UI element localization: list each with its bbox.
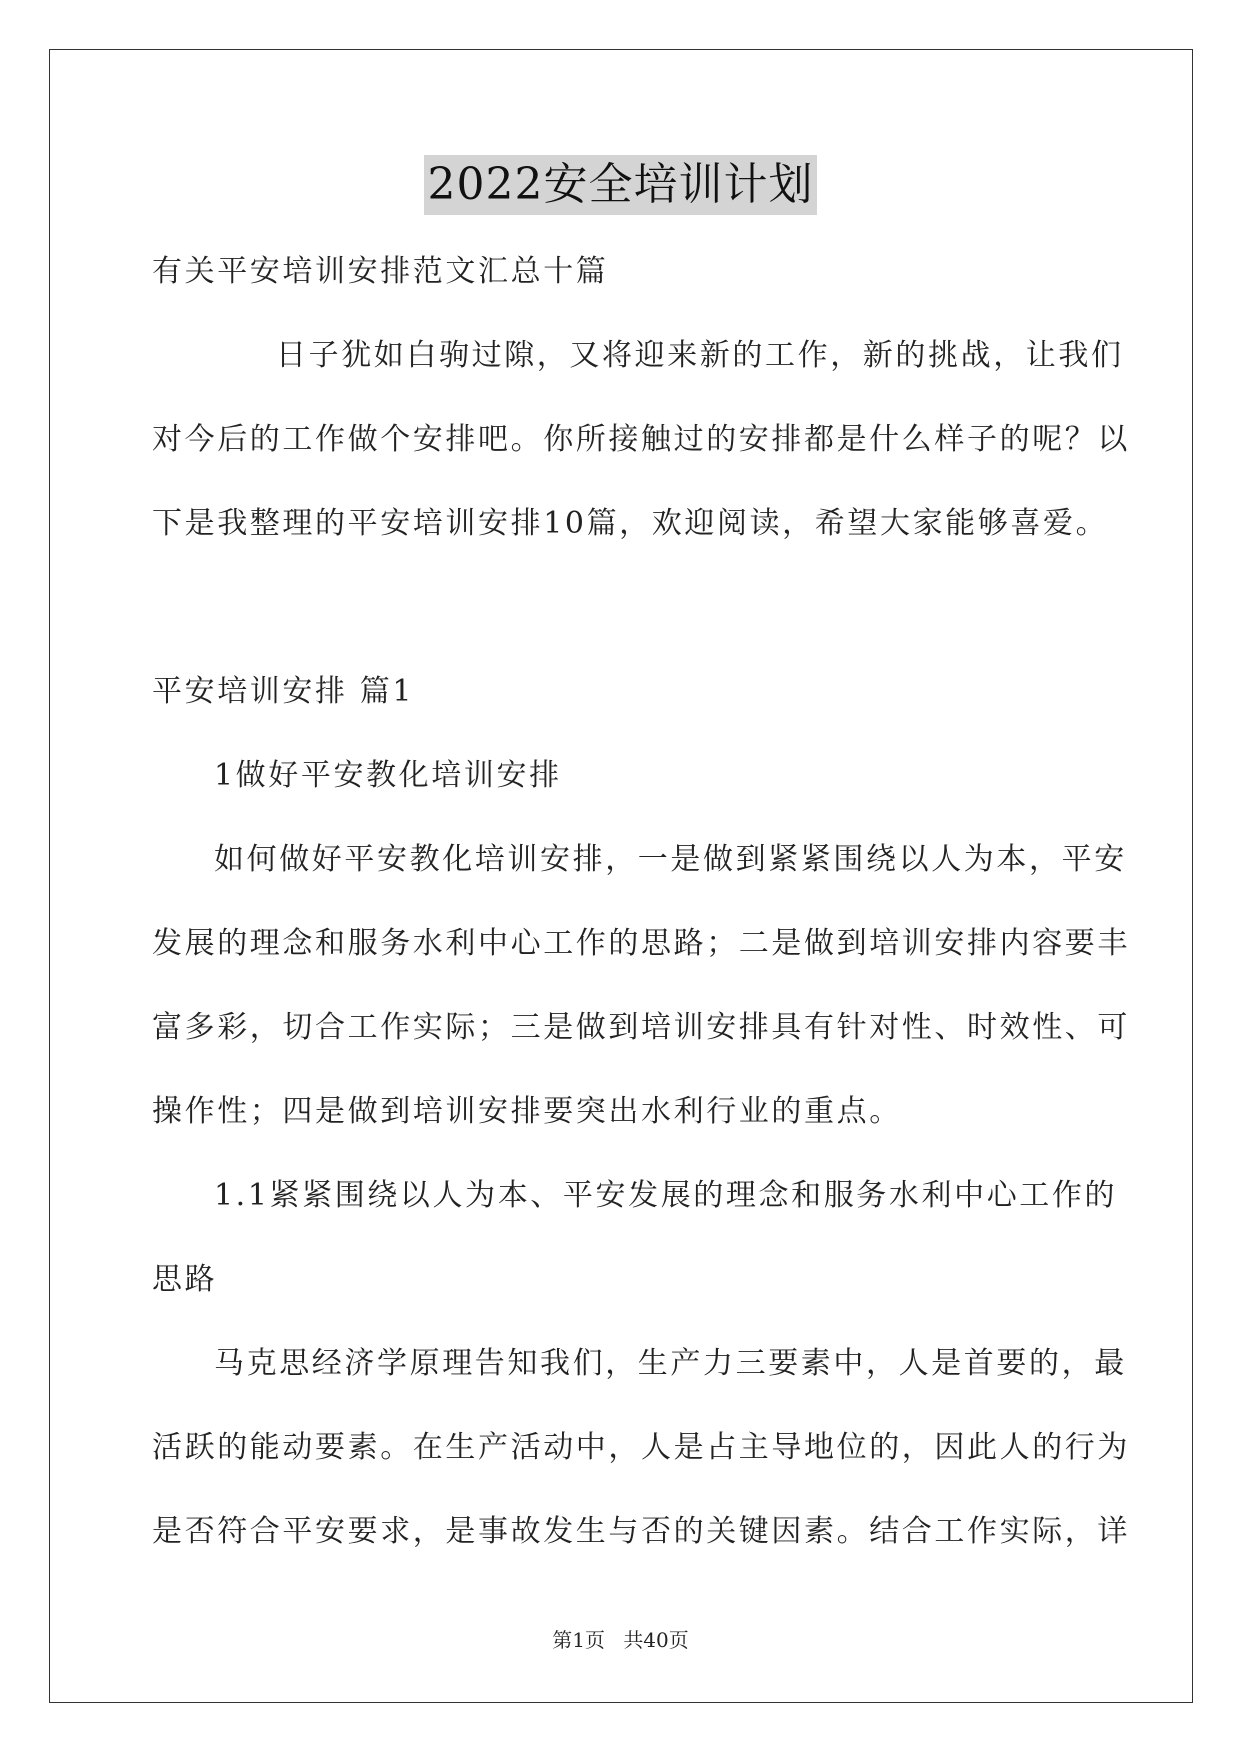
paragraph-line: 对今后的工作做个安排吧。你所接触过的安排都是什么样子的呢？以: [152, 422, 1130, 457]
paragraph-line: 下是我整理的平安培训安排10篇，欢迎阅读，希望大家能够喜爱。: [152, 506, 1109, 541]
paragraph-line: 日子犹如白驹过隙，又将迎来新的工作，新的挑战，让我们: [276, 338, 1124, 373]
paragraph-line: 如何做好平安教化培训安排，一是做到紧紧围绕以人为本，平安: [214, 842, 1127, 877]
paragraph-line: 是否符合平安要求，是事故发生与否的关键因素。结合工作实际，详: [152, 1514, 1130, 1549]
document-title: 2022安全培训计划: [424, 155, 818, 215]
document-body: [152, 230, 1130, 1574]
subsection-heading: 1.1紧紧围绕以人为本、平安发展的理念和服务水利中心工作的: [214, 1178, 1118, 1213]
subsection-heading-continued: 思路: [152, 1262, 218, 1297]
paragraph-line: 发展的理念和服务水利中心工作的思路；二是做到培训安排内容要丰: [152, 926, 1130, 961]
page-number: 第1页: [552, 1628, 605, 1652]
subtitle-line: 有关平安培训安排范文汇总十篇: [152, 254, 609, 289]
paragraph-line: 活跃的能动要素。在生产活动中，人是占主导地位的，因此人的行为: [152, 1430, 1130, 1465]
page-footer: [0, 1625, 1241, 1655]
title-container: [0, 155, 1241, 215]
section-heading: 平安培训安排 篇1: [152, 674, 415, 709]
paragraph-line: 富多彩，切合工作实际；三是做到培训安排具有针对性、时效性、可: [152, 1010, 1130, 1045]
blank-line: [152, 566, 1092, 650]
subsection-heading: 1做好平安教化培训安排: [214, 758, 562, 793]
paragraph-line: 马克思经济学原理告知我们，生产力三要素中，人是首要的，最: [214, 1346, 1127, 1381]
page-total: 共40页: [623, 1628, 689, 1652]
paragraph-line: 操作性；四是做到培训安排要突出水利行业的重点。: [152, 1094, 902, 1129]
